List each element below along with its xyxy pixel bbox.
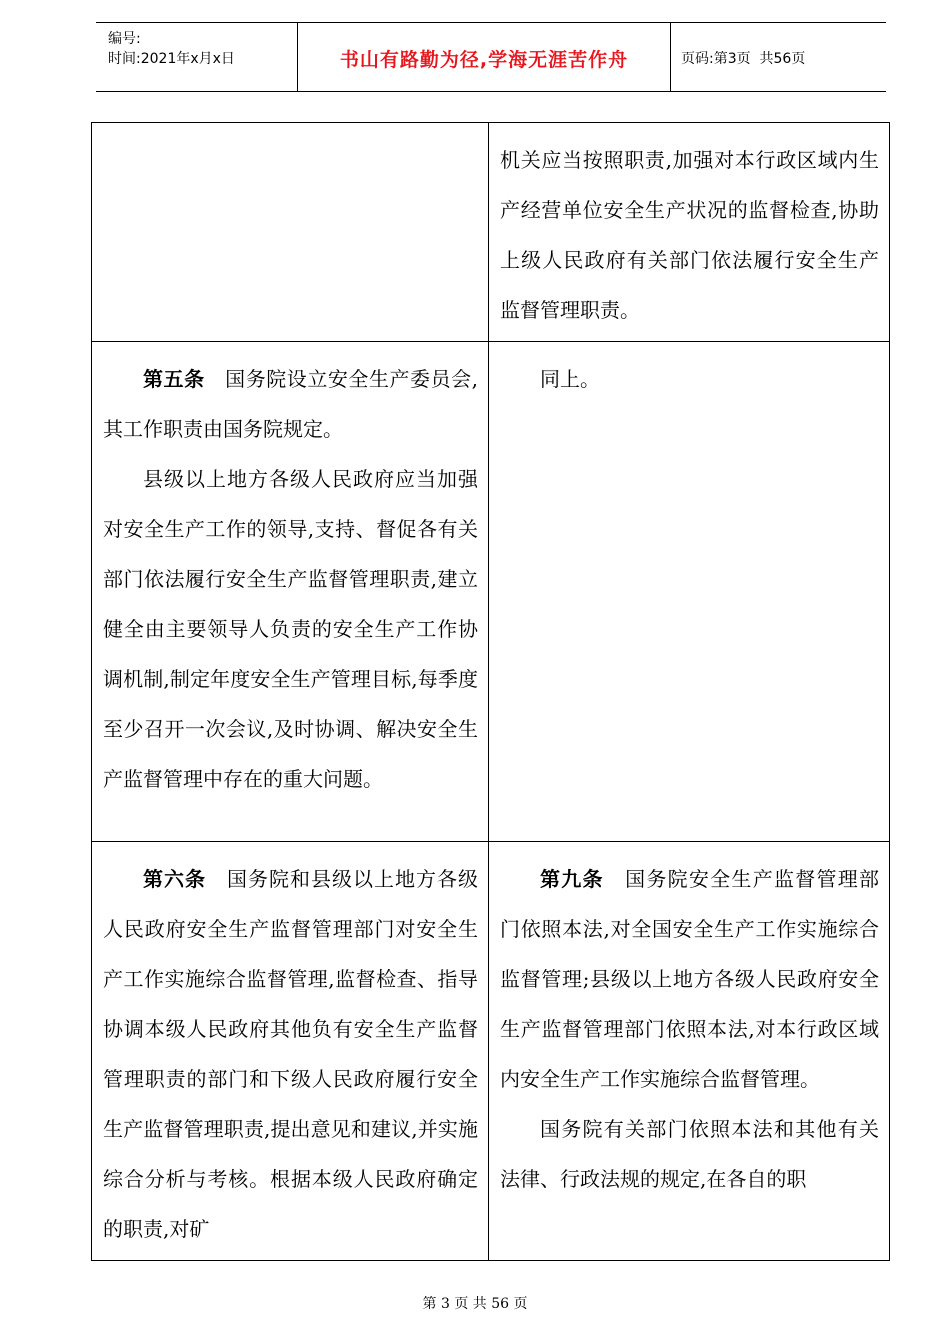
new-text-cell <box>489 342 890 842</box>
new-text-cell <box>489 123 890 342</box>
clause-text: 机关应当按照职责,加强对本行政区域内生产经营单位安全生产状况的监督检查,协助上级人民政府有关部门依法履行安全生产监督管理职责。 <box>500 148 879 322</box>
footer-page-number: 3 <box>440 1296 450 1312</box>
clause-paragraph <box>500 135 879 335</box>
footer-prefix: 第 <box>422 1296 437 1312</box>
clause-paragraph <box>103 854 478 1254</box>
clause-text: 国务院设立安全生产委员会,其工作职责由国务院规定。 <box>103 367 479 441</box>
clause-paragraph <box>103 454 478 804</box>
clause-text: 国务院和县级以上地方各级人民政府安全生产监督管理部门对安全生产工作实施综合监督管理,监督检查、指导协调本级人民政府其他负有安全生产监督管理职责的部门和下级人民政府履行安全生产监督管理职责,提出意见和建议,并实施综合分析与考核。根据本级人民政府确定的职责,对矿 <box>103 867 478 1241</box>
article-number: 第六条 <box>143 867 206 891</box>
table-row <box>92 342 890 842</box>
clause-text: 国务院安全生产监督管理部门依照本法,对全国安全生产工作实施综合监督管理;县级以上地方各级人民政府安全生产监督管理部门依照本法,对本行政区域内安全生产工作实施综合监督管理。 <box>500 867 880 1091</box>
clause-text: 同上。 <box>540 367 600 391</box>
clause-text: 国务院有关部门依照本法和其他有关法律、行政法规的规定,在各自的职 <box>500 1117 879 1191</box>
page-header <box>96 22 886 92</box>
header-divider <box>670 23 671 91</box>
clause-paragraph <box>103 354 478 454</box>
old-text-cell <box>92 123 489 342</box>
header-meta <box>108 29 235 69</box>
header-number-label: 编号: <box>108 31 141 47</box>
clause-paragraph <box>500 854 879 1104</box>
clause-text: 县级以上地方各级人民政府应当加强对安全生产工作的领导,支持、督促各有关部门依法履行安全生产监督管理职责,建立健全由主要领导人负责的安全生产工作协调机制,制定年度安全生产管理目标,每季度至少召开一次会议,及时协调、解决安全生产监督管理中存在的重大问题。 <box>103 467 478 791</box>
old-text-cell <box>92 342 489 842</box>
table-row <box>92 842 890 1261</box>
clause-paragraph <box>500 1104 879 1204</box>
footer-total-pages: 56 <box>491 1296 510 1312</box>
header-motto: 书山有路勤为径,学海无涯苦作舟 <box>339 49 629 71</box>
clause-paragraph <box>500 354 879 404</box>
table-row <box>92 123 890 342</box>
header-page-info: 页码:第3页 共56页 <box>681 51 806 67</box>
old-text-cell <box>92 842 489 1261</box>
article-number: 第九条 <box>540 867 604 891</box>
article-number: 第五条 <box>143 367 205 391</box>
new-text-cell <box>489 842 890 1261</box>
comparison-table <box>91 122 890 1261</box>
footer-middle: 页 共 <box>454 1296 487 1312</box>
page-footer <box>0 1293 950 1313</box>
header-date-label: 时间:2021年x月x日 <box>108 51 235 67</box>
footer-suffix: 页 <box>513 1296 528 1312</box>
